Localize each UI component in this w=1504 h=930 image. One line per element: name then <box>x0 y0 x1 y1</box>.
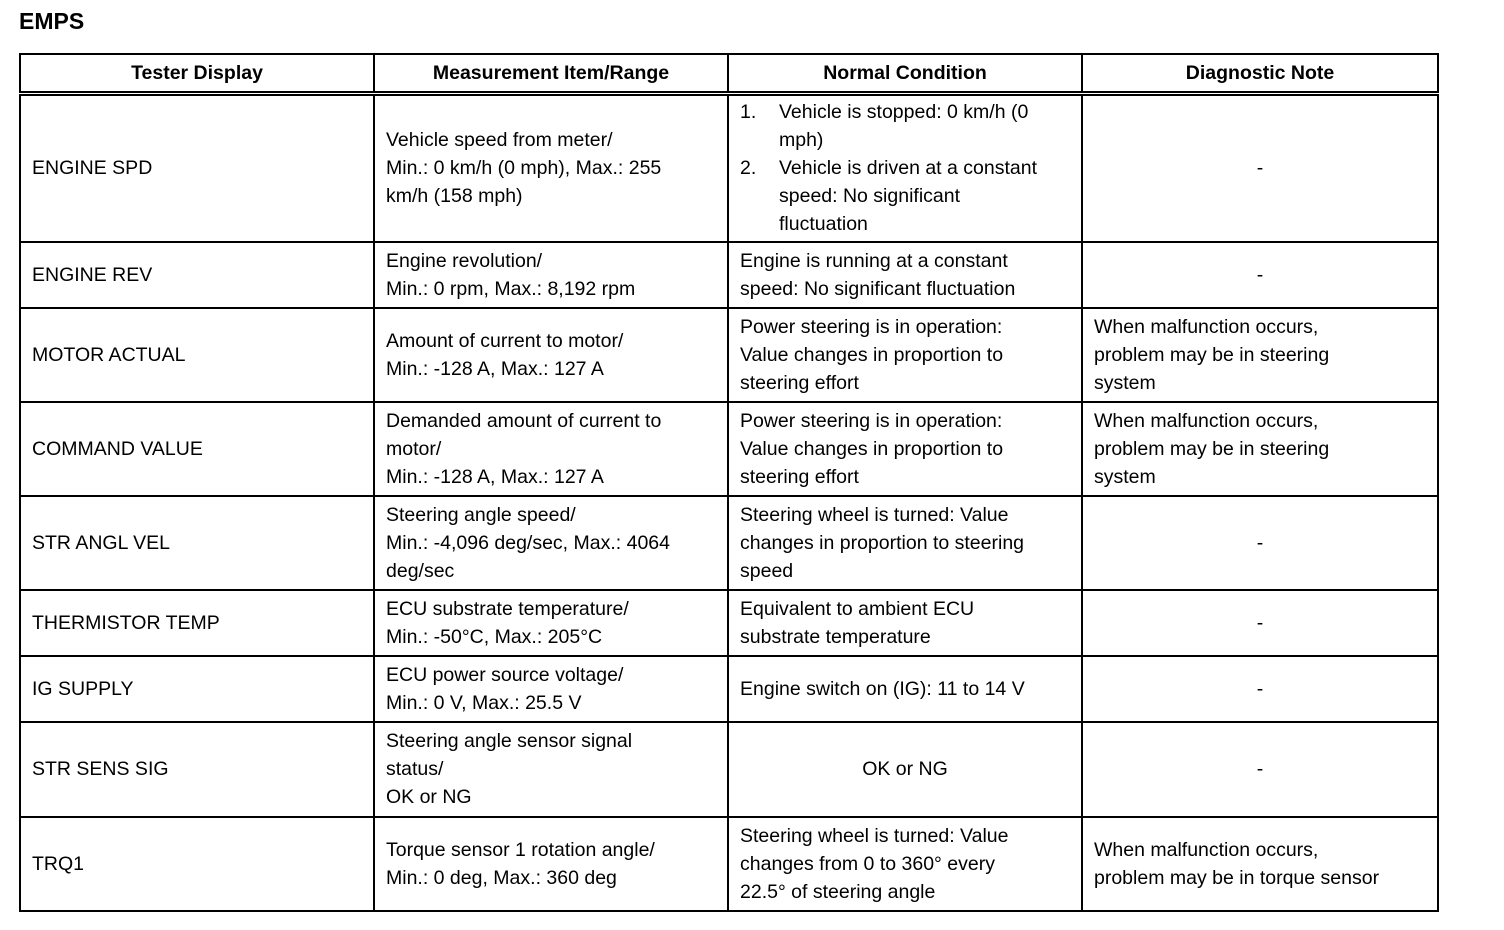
measurement-cell <box>374 308 728 402</box>
cell-text-line: fluctuation <box>779 213 868 236</box>
cell-text-line: Steering wheel is turned: Value <box>740 824 1009 847</box>
table-row <box>20 402 1438 496</box>
list-item <box>740 98 1070 154</box>
cell-text-line: Min.: 0 km/h (0 mph), Max.: 255 <box>386 157 662 180</box>
tester-display-cell: STR ANGL VEL <box>20 496 374 590</box>
table-row <box>20 308 1438 402</box>
measurement-cell <box>374 496 728 590</box>
cell-text-line: ECU power source voltage/ <box>386 663 624 686</box>
col-header-diagnostic-note: Diagnostic Note <box>1082 54 1438 94</box>
measurement-cell <box>374 722 728 817</box>
cell-text-line: problem may be in torque sensor <box>1094 866 1380 889</box>
cell-text-line: Min.: -50°C, Max.: 205°C <box>386 625 603 648</box>
tester-display-cell: ENGINE REV <box>20 242 374 308</box>
cell-text-line: deg/sec <box>386 559 455 582</box>
cell-text-line: Engine switch on (IG): 11 to 14 V <box>740 677 1025 700</box>
normal-condition-cell <box>728 308 1082 402</box>
cell-text-line: Min.: 0 V, Max.: 25.5 V <box>386 691 582 714</box>
cell-text-line: OK or NG <box>862 758 948 780</box>
measurement-cell <box>374 242 728 308</box>
cell-text-line: - <box>1256 611 1264 634</box>
normal-condition-cell <box>728 94 1082 242</box>
cell-text-line: Steering angle sensor signal <box>386 730 633 752</box>
cell-text-line: Engine revolution/ <box>386 249 543 272</box>
table-row <box>20 590 1438 656</box>
cell-text-line: Power steering is in operation: <box>740 315 1003 338</box>
cell-text-line: When malfunction occurs, <box>1094 315 1319 338</box>
diagnostic-note-cell <box>1082 402 1438 496</box>
col-header-measurement: Measurement Item/Range <box>374 54 728 94</box>
measurement-cell <box>374 817 728 911</box>
cell-text-line: mph) <box>779 129 824 152</box>
cell-text-line: 22.5° of steering angle <box>740 880 936 903</box>
page-title: EMPS <box>19 8 85 34</box>
diagnostic-note-cell <box>1082 817 1438 911</box>
cell-text-line: Demanded amount of current to <box>386 409 662 432</box>
cell-text-line: problem may be in steering <box>1094 437 1330 460</box>
normal-condition-cell <box>728 496 1082 590</box>
table-row <box>20 817 1438 911</box>
list-item <box>740 154 1070 238</box>
cell-text-line: Torque sensor 1 rotation angle/ <box>386 838 655 861</box>
cell-text-line: Engine is running at a constant <box>740 249 1008 272</box>
measurement-cell <box>374 590 728 656</box>
cell-text-line: substrate temperature <box>740 625 931 648</box>
cell-text-line: - <box>1256 157 1264 180</box>
cell-text-line: Min.: -4,096 deg/sec, Max.: 4064 <box>386 531 670 554</box>
cell-text-line: Min.: 0 deg, Max.: 360 deg <box>386 866 617 889</box>
cell-text-line: Equivalent to ambient ECU <box>740 597 975 620</box>
table-row <box>20 496 1438 590</box>
diagnostic-note-cell <box>1082 656 1438 722</box>
measurement-cell <box>374 402 728 496</box>
table-row <box>20 242 1438 308</box>
condition-list <box>740 98 1070 238</box>
cell-text-line: Vehicle is driven at a constant <box>779 157 1037 180</box>
header-row <box>20 54 1438 94</box>
cell-text-line: Steering angle speed/ <box>386 503 576 526</box>
list-item-number: 1. <box>740 101 757 124</box>
cell-text-line: system <box>1094 465 1156 488</box>
normal-condition-cell <box>728 402 1082 496</box>
table-row <box>20 94 1438 242</box>
tester-display-cell: THERMISTOR TEMP <box>20 590 374 656</box>
cell-text-line: Value changes in proportion to <box>740 437 1004 460</box>
cell-text-line: Steering wheel is turned: Value <box>740 503 1009 526</box>
diagnostic-note-cell <box>1082 722 1438 817</box>
tester-display-cell: COMMAND VALUE <box>20 402 374 496</box>
normal-condition-cell <box>728 590 1082 656</box>
measurement-cell <box>374 656 728 722</box>
tester-display-cell: STR SENS SIG <box>20 722 374 817</box>
diagnostic-note-cell <box>1082 242 1438 308</box>
measurement-cell <box>374 94 728 242</box>
list-item-number: 2. <box>740 157 757 180</box>
cell-text-line: problem may be in steering <box>1094 343 1330 366</box>
cell-text-line: km/h (158 mph) <box>386 185 523 208</box>
cell-text-line: Amount of current to motor/ <box>386 329 624 352</box>
cell-text-line: changes in proportion to steering <box>740 531 1025 554</box>
cell-text-line: - <box>1256 677 1264 700</box>
cell-text-line: - <box>1256 531 1264 554</box>
cell-text-line: When malfunction occurs, <box>1094 838 1319 861</box>
tester-display-cell: MOTOR ACTUAL <box>20 308 374 402</box>
diagnostic-note-cell <box>1082 590 1438 656</box>
cell-text-line: OK or NG <box>386 786 472 808</box>
cell-text-line: Vehicle is stopped: 0 km/h (0 <box>779 101 1029 124</box>
cell-text-line: speed: No significant fluctuation <box>740 277 1016 300</box>
col-header-normal-condition: Normal Condition <box>728 54 1082 94</box>
cell-text-line: ECU substrate temperature/ <box>386 597 629 620</box>
diagnostic-note-cell <box>1082 308 1438 402</box>
cell-text-line: speed <box>740 559 794 582</box>
list-item-text <box>779 154 1070 238</box>
cell-text-line: Min.: 0 rpm, Max.: 8,192 rpm <box>386 277 636 300</box>
table-row <box>20 722 1438 817</box>
normal-condition-cell <box>728 242 1082 308</box>
table-row <box>20 656 1438 722</box>
emps-data-table <box>19 53 1439 912</box>
diagnostic-note-cell <box>1082 496 1438 590</box>
tester-display-cell: ENGINE SPD <box>20 94 374 242</box>
cell-text-line: Min.: -128 A, Max.: 127 A <box>386 357 604 380</box>
cell-text-line: changes from 0 to 360° every <box>740 852 995 875</box>
col-header-tester-display: Tester Display <box>20 54 374 94</box>
tester-display-cell: TRQ1 <box>20 817 374 911</box>
cell-text-line: Value changes in proportion to <box>740 343 1004 366</box>
cell-text-line: Power steering is in operation: <box>740 409 1003 432</box>
cell-text-line: steering effort <box>740 465 859 488</box>
cell-text-line: When malfunction occurs, <box>1094 409 1319 432</box>
cell-text-line: speed: No significant <box>779 185 961 208</box>
cell-text-line: steering effort <box>740 371 859 394</box>
cell-text-line: Min.: -128 A, Max.: 127 A <box>386 465 604 488</box>
cell-text-line: - <box>1256 758 1264 780</box>
normal-condition-cell <box>728 656 1082 722</box>
normal-condition-cell <box>728 817 1082 911</box>
cell-text-line: - <box>1256 263 1264 286</box>
cell-text-line: system <box>1094 371 1156 394</box>
cell-text-line: status/ <box>386 758 444 780</box>
cell-text-line: motor/ <box>386 437 442 460</box>
cell-text-line: Vehicle speed from meter/ <box>386 129 613 152</box>
list-item-text <box>779 98 1070 154</box>
tester-display-cell: IG SUPPLY <box>20 656 374 722</box>
diagnostic-note-cell <box>1082 94 1438 242</box>
normal-condition-cell <box>728 722 1082 817</box>
